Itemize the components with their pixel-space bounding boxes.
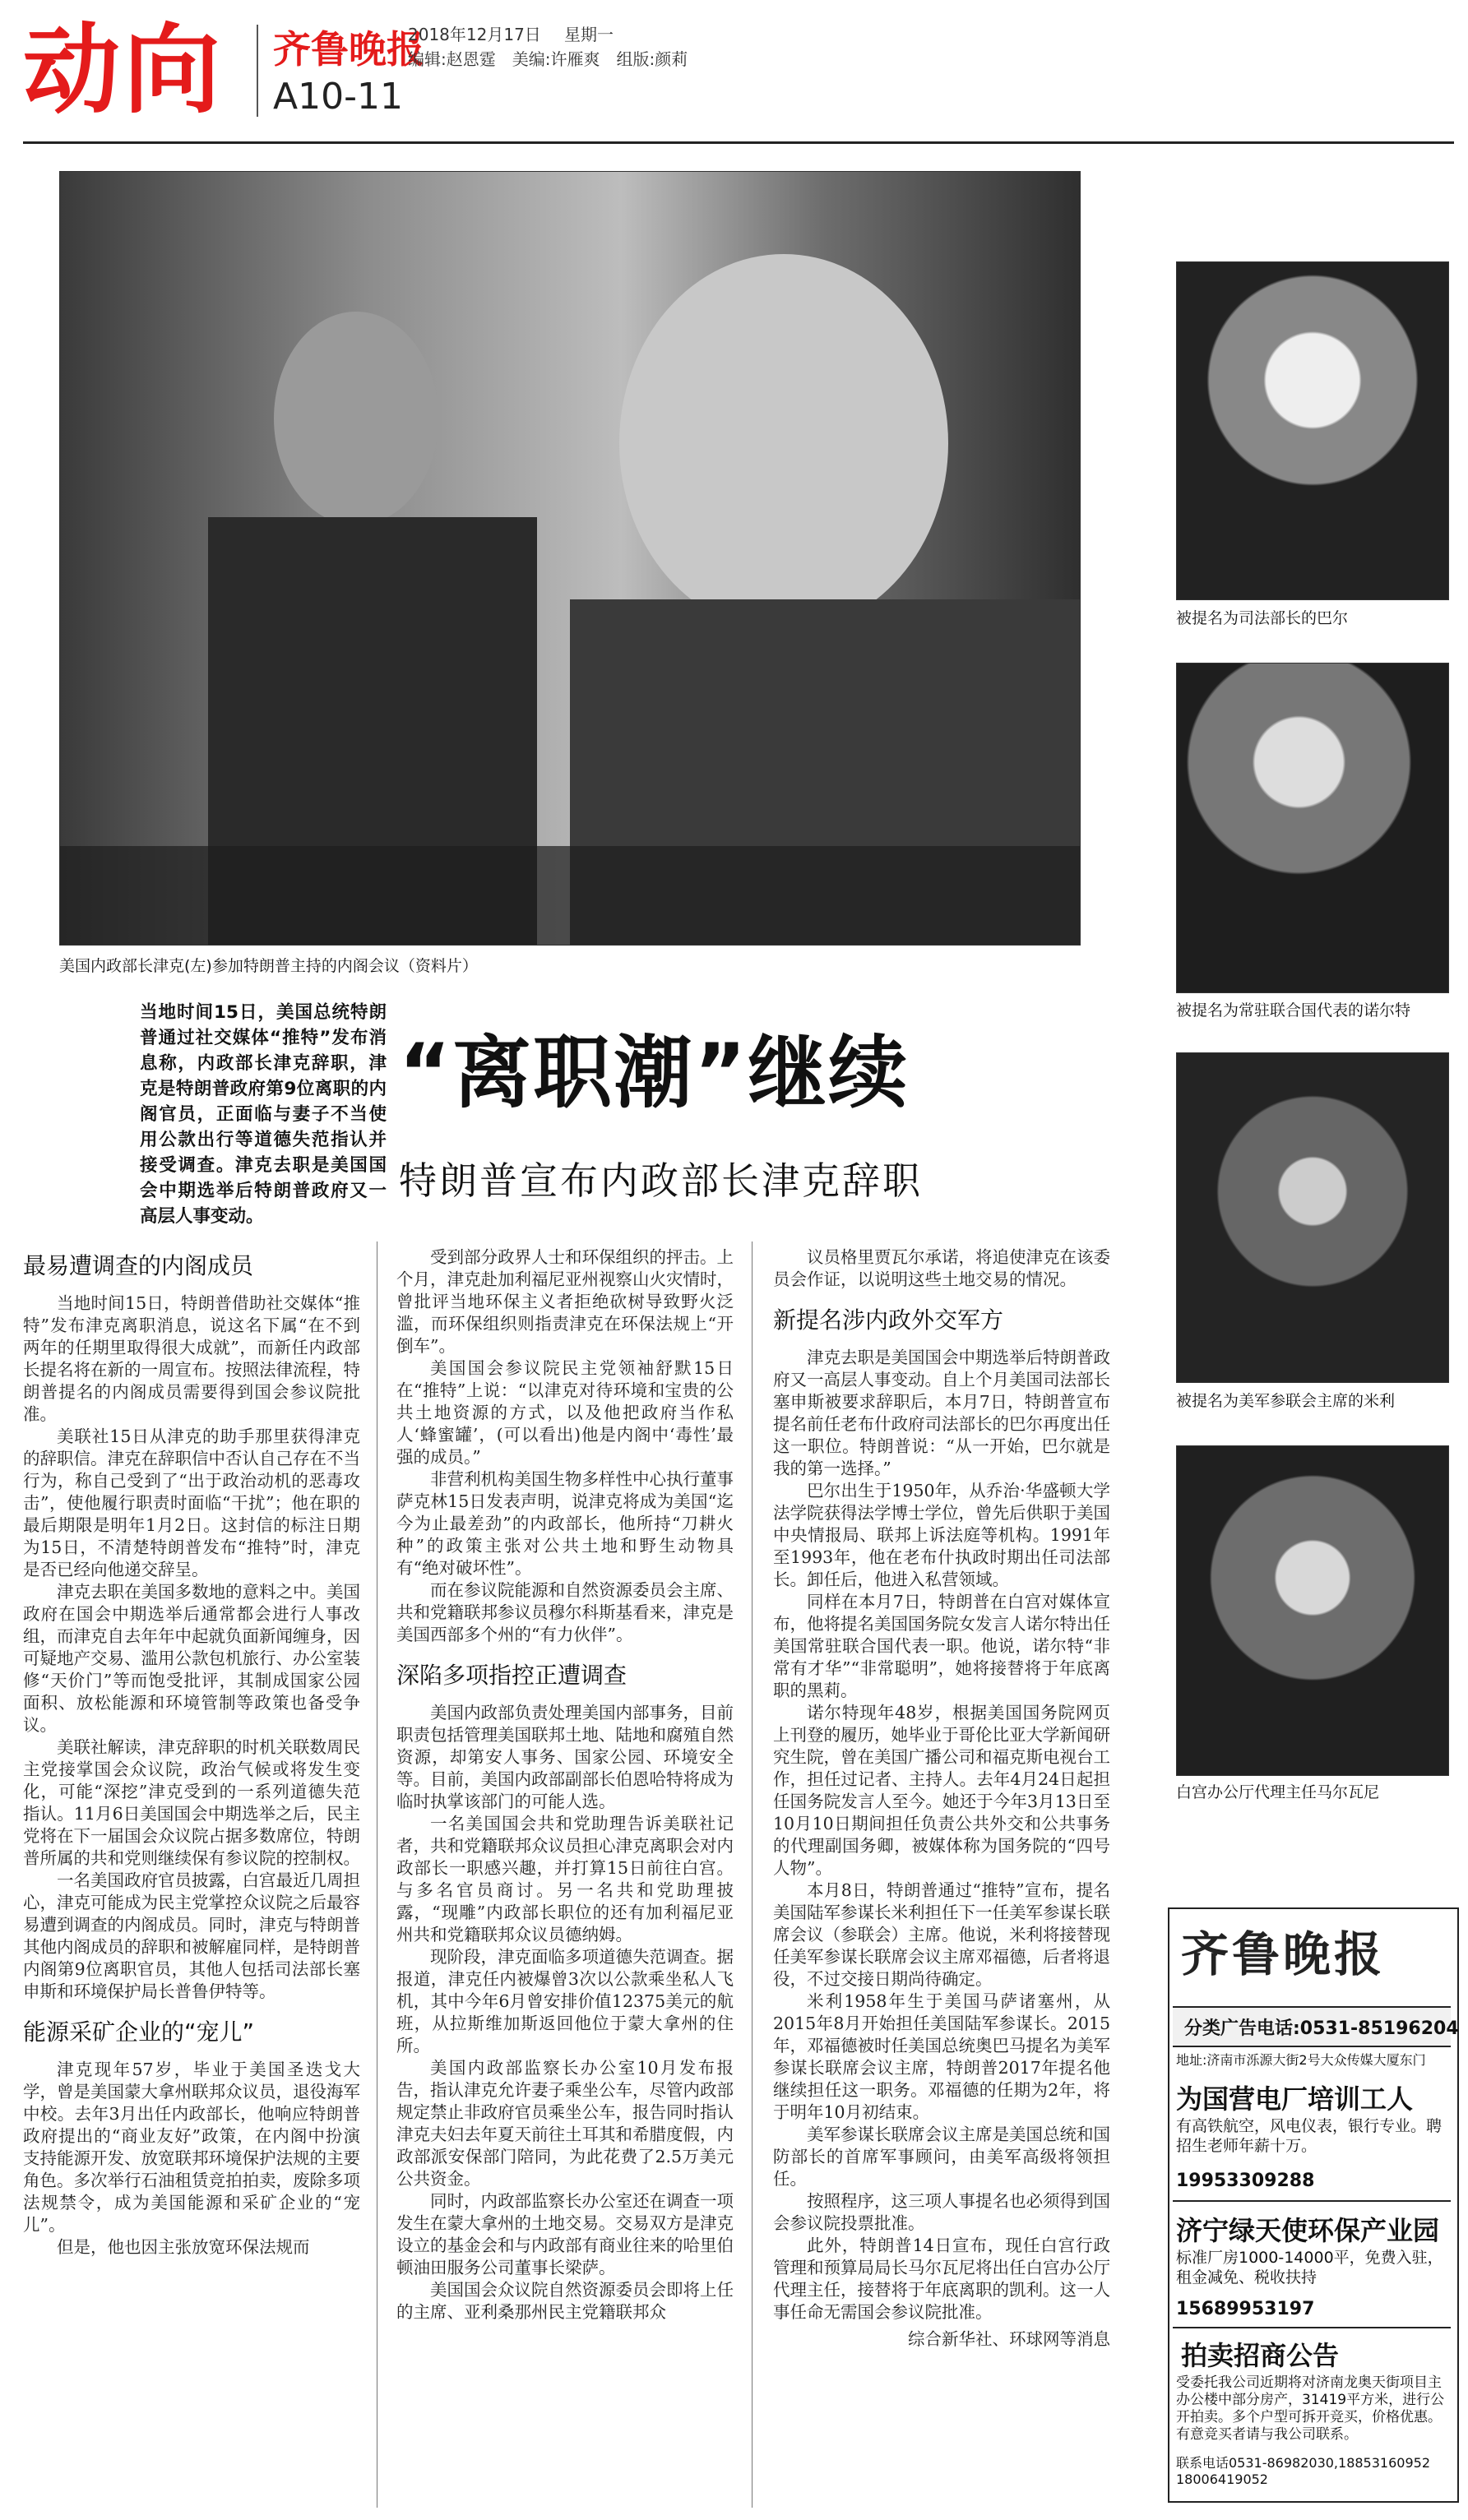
ads-paper-logo: 齐鲁晚报 (1181, 1926, 1386, 1982)
article-paragraph: 诺尔特现年48岁，根据美国国务院网页上刊登的履历，她毕业于哥伦比亚大学新闻研究生院，曾在美国广播公司和福克斯电视台工作，担任过记者、主持人。去年4月24日起担任国务院发言人至今。她还于今年3月13日至10月10日期间担任负责公共外交和公共事务的代理副国务卿，被媒体称为国务院的“四号人物”。 (773, 1703, 1110, 1878)
side-photo-mulvaney (1176, 1445, 1449, 1776)
article-paragraph: 当地时间15日，特朗普借助社交媒体“推特”发布津克离职消息，说这名下属“在不到两年的任期里取得很大成就”，而新任内政部长提名将在新的一周宣布。按照法律流程，特朗普提名的内阁成员需要得到国会参议院批准。 (23, 1293, 360, 1424)
main-photo (59, 171, 1081, 946)
article-paragraph: 非营利机构美国生物多样性中心执行董事萨克林15日发表声明，说津克将成为美国“迄今为止最差劲”的内政部长，他所持“刀耕火种”的政策主张对公共土地和野生动物具有“绝对破坏性”。 (396, 1469, 734, 1578)
article-paragraph: 巴尔出生于1950年，从乔治·华盛顿大学法学院获得法学博士学位，曾先后供职于美国中央情报局、联邦上诉法庭等机构。1991年至1993年，他在老布什执政时期出任司法部长。卸任后，他进入私营领域。 (773, 1481, 1110, 1589)
article-paragraph: 此外，特朗普14日宣布，现任白宫行政管理和预算局局长马尔瓦尼将出任白宫办公厅代理主任，接替将于年底离职的凯利。这一人事任命无需国会参议院批准。 (773, 2236, 1110, 2322)
article-paragraph: 津克去职在美国多数地的意料之中。美国政府在国会中期选举后通常都会进行人事改组，而津克自去年年中起就负面新闻缠身，因可疑地产交易、滥用公款包机旅行、办公室装修“天价门”等而饱受批评，其制成国家公园面积、放松能源和环境管制等政策也备受争议。 (23, 1582, 360, 1735)
article-paragraph: 而在参议院能源和自然资源委员会主席、共和党籍联邦参议员穆尔科斯基看来，津克是美国西部多个州的“有力伙伴”。 (396, 1580, 734, 1644)
ad-phone: 15689953197 (1176, 2299, 1315, 2319)
article-column-2 (396, 1246, 734, 2323)
byline: 综合新华社、环球网等消息 (908, 2329, 1110, 2349)
ad-body: 标准厂房1000-14000平，免费入驻，租金减免、税收扶持 (1176, 2249, 1443, 2286)
column-divider (752, 1242, 753, 2508)
article-paragraph: 但是，他也因主张放宽环保法规而 (57, 2237, 310, 2257)
article-paragraph: 按照程序，这三项人事提名也必须得到国会参议院投票批准。 (773, 2191, 1110, 2233)
side-photo-barr (1176, 261, 1449, 600)
ad-body: 有高铁航空，风电仪表，银行专业。聘招生老师年薪十万。 (1176, 2117, 1443, 2155)
lead-intro: 当地时间15日，美国总统特朗普通过社交媒体“推特”发布消息称，内政部长津克辞职，津克是特朗普政府第9位离职的内阁官员，正面临与妻子不当使用公款出行等道德失范指认并接受调查。津克去职是美国国会中期选举后特朗普政府又一高层人事变动。 (140, 1002, 387, 1227)
ad-divider (1173, 2327, 1451, 2328)
article-paragraph: 同时，内政部监察长办公室还在调查一项发生在蒙大拿州的土地交易。交易双方是津克设立的基金会和与内政部有商业往来的哈里伯顿油田服务公司董事长梁萨。 (396, 2191, 734, 2277)
section-heading: 能源采矿企业的“宠儿” (23, 2018, 255, 2046)
article-paragraph: 一名美国政府官员披露，白宫最近几周担心，津克可能成为民主党掌控众议院之后最容易遭到调查的内阁成员。同时，津克与特朗普其他内阁成员的辞职和被解雇同样，是特朗普内阁第9位离职官员，其他人包括司法部长塞申斯和环境保护局长普鲁伊特等。 (23, 1870, 360, 2001)
side-photo-caption: 白宫办公厅代理主任马尔瓦尼 (1176, 1783, 1380, 1801)
article-paragraph: 美国内政部负责处理美国内部事务，目前职责包括管理美国联邦土地、陆地和腐殖自然资源，却第安人事务、国家公园、环境安全等。目前，美国内政部副部长伯恩哈特将成为临时执掌该部门的可能人选。 (396, 1703, 734, 1811)
ad-title: 济宁绿天使环保产业园 (1176, 2215, 1440, 2246)
ad-phone: 19953309288 (1176, 2171, 1315, 2191)
article-paragraph: 美国国会众议院自然资源委员会即将上任的主席、亚利桑那州民主党籍联邦众 (396, 2280, 734, 2322)
side-photo-milley (1176, 1052, 1449, 1383)
side-photo-caption: 被提名为司法部长的巴尔 (1176, 609, 1349, 627)
article-paragraph: 本月8日，特朗普通过“推特”宣布，提名美国陆军参谋长米利担任下一任美军参谋长联席会议（参联会）主席。他说，米利将接替现任美军参谋长联席会议主席邓福德，后者将退役，不过交接日期尚待确定。 (773, 1880, 1110, 1989)
paper-logo: 齐鲁晚报 (273, 27, 424, 72)
side-photo-caption: 被提名为常驻联合国代表的诺尔特 (1176, 1001, 1411, 1020)
ad-phone: 联系电话0531-86982030,18853160952 18006419052 (1176, 2455, 1430, 2487)
editors-credit: 编辑:赵恩霆 美编:许雁爽 组版:颜莉 (408, 49, 688, 69)
section-title: 动向 (23, 13, 225, 127)
ad-body: 受委托我公司近期将对济南龙奥天街项目主办公楼中部分房产，31419平方米，进行公开拍卖。多个户型可拆开竞买，价格优惠。有意竞买者请与我公司联系。 (1176, 2374, 1445, 2443)
side-photo-nauert (1176, 663, 1449, 993)
ads-phone-label: 分类广告电话:0531-85196204 (1184, 2018, 1459, 2039)
issue-date: 2018年12月17日 (408, 25, 541, 44)
header-rule (23, 141, 1454, 144)
article-paragraph: 美国国会参议院民主党领袖舒默15日在“推特”上说：“以津克对待环境和宝贵的公共土地资源的方式，以及他把政府当作私人‘蜂蜜罐’，(可以看出)他是内阁中‘毒性’最强的成员。” (396, 1358, 734, 1467)
article-paragraph: 津克去职是美国国会中期选举后特朗普政府又一高层人事变动。自上个月美国司法部长塞申斯被要求辞职后，本月7日，特朗普宣布提名前任老布什政府司法部长的巴尔再度出任这一职位。特朗普说：“从一开始，巴尔就是我的第一选择。” (773, 1348, 1110, 1478)
article-paragraph: 一名美国国会共和党助理告诉美联社记者，共和党籍联邦众议员担心津克离职会对内政部长一职感兴趣，并打算15日前往白宫。与多名官员商讨。另一名共和党助理披露，“现雕”内政部长职位的还有加利福尼亚州共和党籍联邦众议员德纳姆。 (396, 1814, 734, 1944)
article-paragraph: 议员格里贾瓦尔承诺，将追使津克在该委员会作证，以说明这些土地交易的情况。 (773, 1247, 1110, 1289)
main-photo-figures (60, 172, 1080, 945)
ad-title: 拍卖招商公告 (1181, 2340, 1340, 2371)
article-paragraph: 津克现年57岁，毕业于美国圣迭戈大学，曾是美国蒙大拿州联邦众议员，退役海军中校。去年3月出任内政部长，他响应特朗普政府提出的“商业友好”政策，在内阁中扮演支持能源开发、放宽联邦环境保护法规的主要角色。多次举行石油租赁竞拍拍卖，废除多项法规禁令，成为美国能源和采矿企业的“宠儿”。 (23, 2060, 360, 2235)
page-number: A10-11 (273, 76, 403, 118)
article-paragraph: 美联社15日从津克的助手那里获得津克的辞职信。津克在辞职信中否认自己存在不当行为，称自己受到了“出于政治动机的恶毒攻击”，使他履行职责时面临“干扰”；他在职的最后期限是明年1月2日。这封信的标注日期为15日，不清楚特朗普发布“推特”时，津克是否已经向他递交辞呈。 (23, 1426, 360, 1579)
section-heading: 最易遭调查的内阁成员 (23, 1252, 254, 1279)
article-paragraph: 美联社解读，津克辞职的时机关联数周民主党接掌国会众议院，政治气候或将发生变化，可能“深挖”津克受到的一系列道德失范指认。11月6日美国国会中期选举之后，民主党将在下一届国会众议院占据多数席位，特朗普所属的共和党则继续保有参议院的控制权。 (23, 1737, 360, 1868)
article-paragraph: 美国内政部监察长办公室10月发布报告，指认津克允许妻子乘坐公车，尽管内政部规定禁止非政府官员乘坐公车，报告同时指认津克夫妇去年夏天前往土耳其和希腊度假，内政部派安保部门陪同，为此花费了2.5万美元公共资金。 (396, 2058, 734, 2189)
headline: “离职潮”继续 (399, 1027, 910, 1119)
issue-weekday: 星期一 (564, 25, 614, 44)
article-paragraph: 美军参谋长联席会议主席是美国总统和国防部长的首席军事顾问，由美军高级将领担任。 (773, 2125, 1110, 2189)
section-heading: 新提名涉内政外交军方 (773, 1306, 1004, 1334)
article-column-3 (773, 1246, 1110, 2351)
article-paragraph: 现阶段，津克面临多项道德失范调查。据报道，津克任内被爆曾3次以公款乘坐私人飞机，其中今年6月曾安排价值12375美元的航班，从拉斯维加斯返回他位于蒙大拿州的住所。 (396, 1947, 734, 2055)
ad-divider (1173, 2200, 1451, 2202)
subheadline: 特朗普宣布内政部长津克辞职 (399, 1158, 923, 1203)
article-paragraph: 同样在本月7日，特朗普在白宫对媒体宣布，他将提名美国国务院女发言人诺尔特出任美国常驻联合国代表一职。他说，诺尔特“非常有才华”“非常聪明”，她将接替将于年底离职的黑莉。 (773, 1592, 1110, 1700)
side-photo-caption: 被提名为美军参联会主席的米利 (1176, 1392, 1396, 1410)
header-divider (257, 25, 258, 117)
article-paragraph: 受到部分政界人士和环保组织的抨击。上个月，津克赴加利福尼亚州视察山火灾情时，曾批评当地环保主义者拒绝砍树导致野火泛滥，而环保组织则指责津克在环保法规上“开倒车”。 (396, 1247, 734, 1356)
article-column-1 (23, 1250, 360, 2259)
article-paragraph: 米利1958年生于美国马萨诸塞州，从2015年8月开始担任美国陆军参谋长。2015年，邓福德被时任美国总统奥巴马提名为美军参谋长联席会议主席，特朗普2017年提名他继续担任这一职务。邓福德的任期为2年，将于明年10月初结束。 (773, 1991, 1110, 2122)
main-photo-caption: 美国内政部长津克(左)参加特朗普主持的内阁会议（资料片） (59, 957, 478, 975)
ads-address: 地址:济南市泺源大街2号大众传媒大厦东门 (1176, 2052, 1426, 2068)
section-heading: 深陷多项指控正遭调查 (396, 1662, 627, 1689)
ad-title: 为国营电厂培训工人 (1176, 2083, 1414, 2115)
